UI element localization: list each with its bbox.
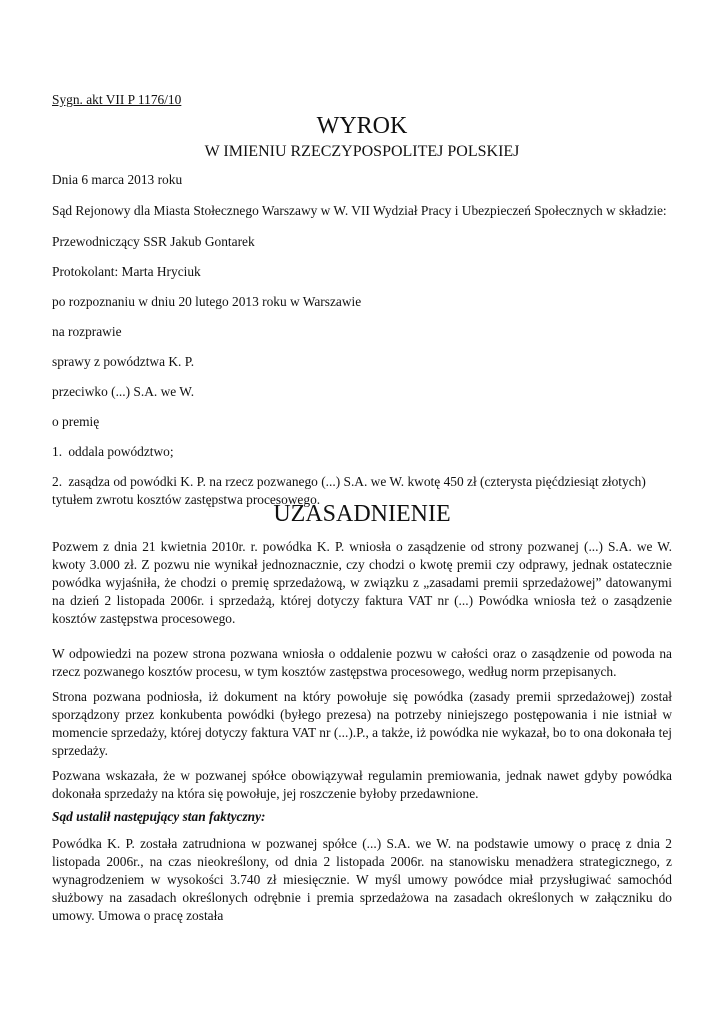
facts-paragraph: Powódka K. P. została zatrudniona w pozwanej spółce (...) S.A. we W. na podstawie umowy o pracę z dnia 2 listopada 2006r., na czas nieokreślony, od dnia 2 listopada 2006r. na stanowisku menadżera strategicznego, z wynagrodzeniem w wysokości 3.740 zł miesięcznie. W myśl umowy powódce miał przysługiwać samochód służbowy na zasadach określonych odrębnie i premia sprzedażowa na zasadach określonych w załączniku do umowy. Umowa o pracę została	[52, 836, 672, 923]
document-title: WYROK	[316, 113, 408, 139]
case-subject: o premię	[52, 414, 100, 429]
case-signature: Sygn. akt VII P 1176/10	[52, 92, 182, 107]
justification-paragraph: Strona pozwana podniosła, iż dokument na który powołuje się powódka (zasady premii sprzedażowej) został sporządzony przez konkubenta powódki (byłego prezesa) na potrzeby niniejszego postępowania i nie istniał w momencie sprzedaży, której dotyczy faktura VAT nr (...).P., a także, iż powódka nie wykazał, bo to ona dokonała tej sprzedaży.	[52, 689, 672, 758]
justification-paragraph: Pozwem z dnia 21 kwietnia 2010r. r. powódka K. P. wniosła o zasądzenie od strony pozwanej (...) S.A. we W. kwoty 3.000 zł. Z pozwu nie wynikał jednoznacznie, czy chodzi o kwotę premii czy odprawy, jednak ostatecznie powódka wyjaśniła, że chodzi o premię sprzedażową, w związku z „zasadami premii sprzedażowej” datowanymi na dzień 2 listopada 2006r. i sprzedażą, której dotyczy faktura VAT nr (...) Powódka wniosła też o zasądzenie kosztów zastępstwa procesowego.	[52, 539, 672, 626]
justification-heading: UZASADNIENIE	[273, 501, 451, 527]
court-clerk: Protokolant: Marta Hryciuk	[52, 264, 201, 279]
justification-paragraph: Pozwana wskazała, że w pozwanej spółce obowiązywał regulamin premiowania, jednak nawet gdyby powódka dokonała sprzedaży na która się powołuje, jej roszczenie byłoby przedawnione.	[52, 768, 672, 801]
case-defendant: przeciwko (...) S.A. we W.	[52, 384, 195, 399]
ruling-number: 2.	[52, 474, 63, 489]
presiding-judge: Przewodniczący SSR Jakub Gontarek	[52, 234, 255, 249]
document-subtitle: W IMIENIU RZECZYPOSPOLITEJ POLSKIEJ	[204, 143, 520, 160]
session-type: na rozprawie	[52, 324, 122, 339]
ruling-number: 1.	[52, 444, 63, 459]
case-plaintiff: sprawy z powództwa K. P.	[52, 354, 195, 369]
court-composition: Sąd Rejonowy dla Miasta Stołecznego Warszawy w W. VII Wydział Pracy i Ubezpieczeń Społecznych w składzie:	[52, 203, 667, 218]
document-page	[52, 0, 672, 1024]
ruling-text: zasądza od powódki K. P. na rzecz pozwanego (...) S.A. we W. kwotę 450 zł (czterysta pięćdziesiąt złotych) tytułem zwrotu kosztów zastępstwa procesowego.	[52, 474, 646, 507]
hearing-info: po rozpoznaniu w dniu 20 lutego 2013 roku w Warszawie	[52, 294, 362, 309]
ruling-item	[52, 443, 174, 461]
justification-paragraph: W odpowiedzi na pozew strona pozwana wniosła o oddalenie pozwu w całości oraz o zasądzenie od powoda na rzecz pozwanego kosztów procesu, w tym kosztów zastępstwa procesowego, według norm przepisanych.	[52, 646, 672, 679]
facts-heading: Sąd ustalił następujący stan faktyczny:	[52, 809, 266, 824]
judgment-date: Dnia 6 marca 2013 roku	[52, 172, 183, 187]
ruling-text: oddala powództwo;	[68, 444, 174, 459]
